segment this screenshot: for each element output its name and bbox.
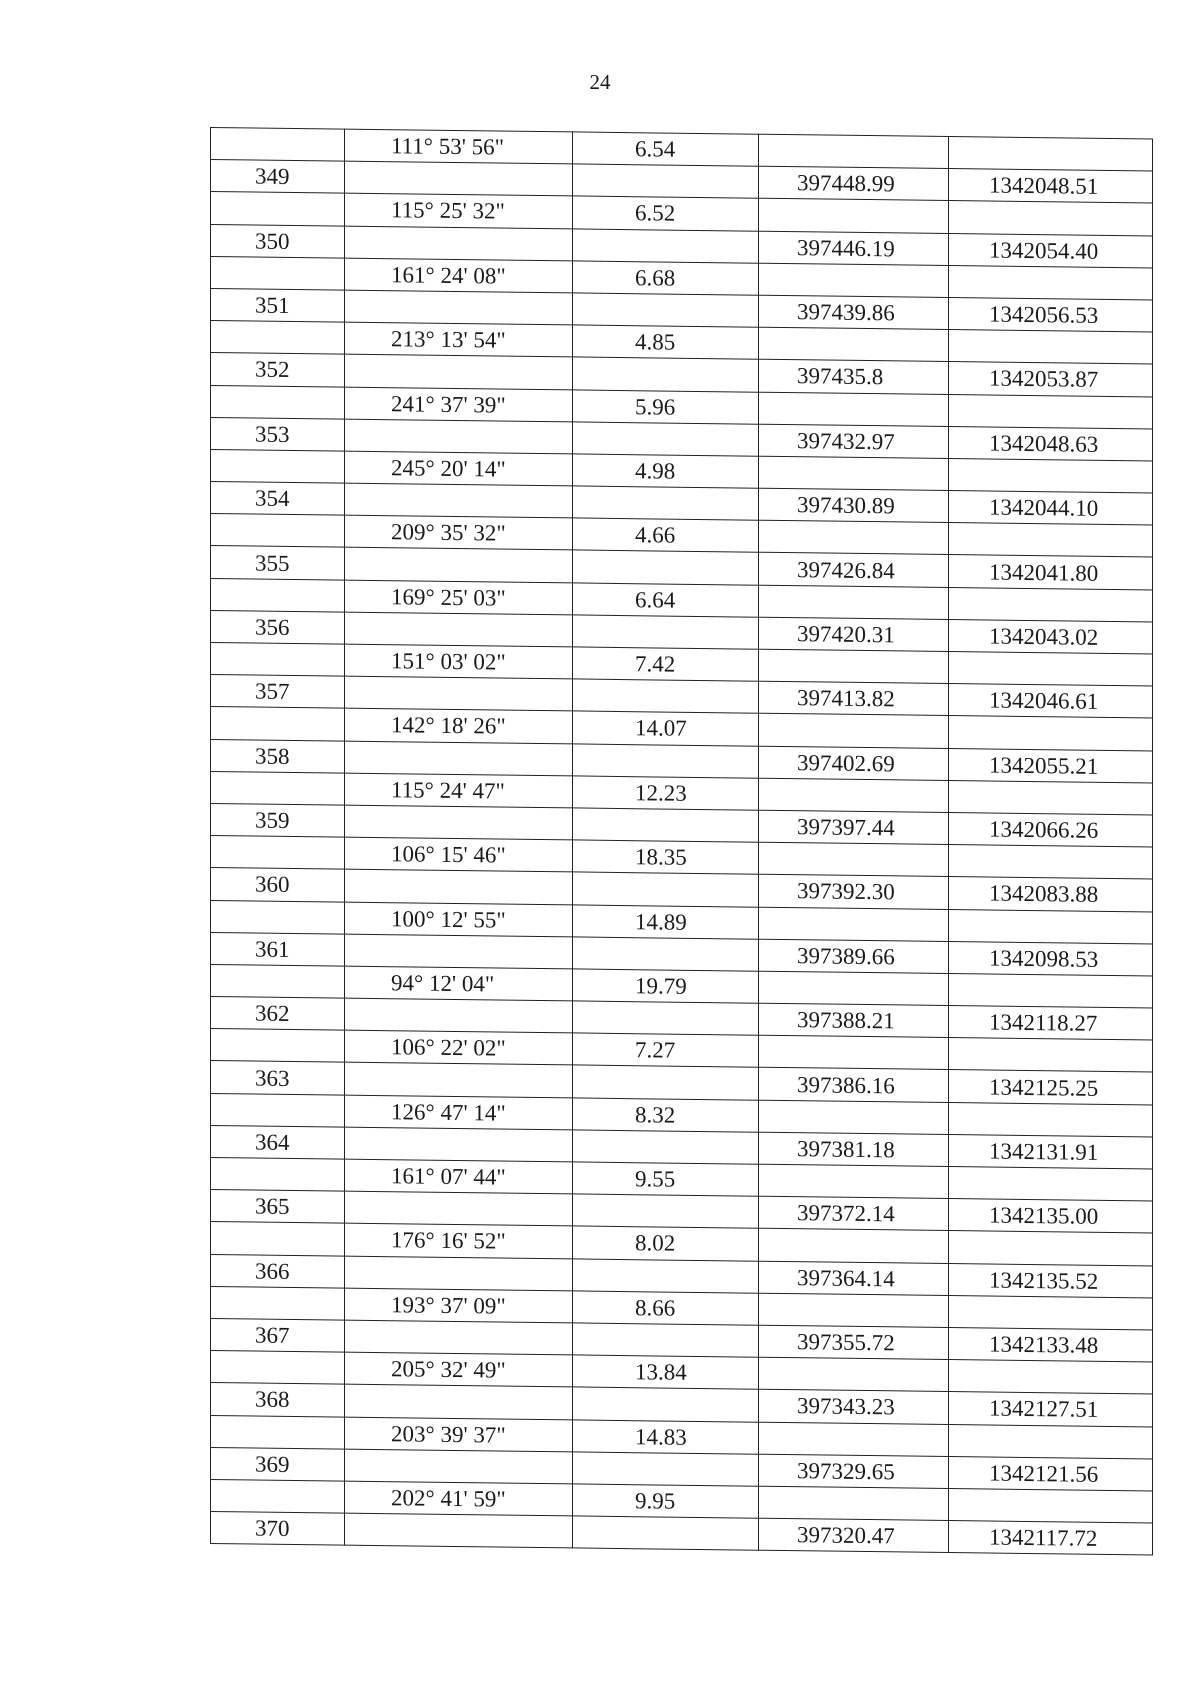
northing-cell (949, 330, 1153, 365)
station-cell (211, 900, 345, 934)
northing-cell (949, 587, 1153, 622)
station-cell (211, 964, 345, 998)
distance-cell (573, 872, 759, 906)
distance-cell (573, 1387, 759, 1421)
easting-cell: 397329.65 (759, 1454, 949, 1489)
bearing-cell: 213° 13' 54" (345, 322, 573, 357)
station-cell: 368 (211, 1383, 345, 1417)
northing-cell: 1342083.88 (949, 877, 1153, 912)
easting-cell (759, 842, 949, 877)
northing-cell: 1342054.40 (949, 233, 1153, 268)
easting-cell: 397426.84 (759, 553, 949, 588)
easting-cell (759, 971, 949, 1006)
easting-cell (759, 327, 949, 362)
station-cell (211, 1222, 345, 1256)
station-cell (211, 707, 345, 741)
bearing-cell (345, 1191, 573, 1226)
northing-cell (949, 652, 1153, 687)
bearing-cell (345, 1513, 573, 1548)
distance-cell (573, 1323, 759, 1357)
bearing-cell (345, 161, 573, 196)
easting-cell (759, 199, 949, 234)
bearing-cell: 142° 18' 26" (345, 709, 573, 744)
easting-cell: 397397.44 (759, 810, 949, 845)
northing-cell: 1342043.02 (949, 619, 1153, 654)
northing-cell (949, 1424, 1153, 1459)
distance-cell (573, 1065, 759, 1099)
distance-cell: 8.32 (573, 1098, 759, 1132)
bearing-cell (345, 419, 573, 454)
station-cell: 351 (211, 288, 345, 322)
northing-cell: 1342048.63 (949, 426, 1153, 461)
bearing-cell: 193° 37' 09" (345, 1288, 573, 1323)
distance-cell (573, 1258, 759, 1292)
bearing-cell (345, 612, 573, 647)
bearing-cell: 115° 25' 32" (345, 194, 573, 229)
station-cell (211, 643, 345, 677)
station-cell: 352 (211, 353, 345, 387)
northing-cell: 1342056.53 (949, 297, 1153, 332)
easting-cell: 397430.89 (759, 488, 949, 523)
distance-cell: 6.52 (573, 196, 759, 230)
bearing-cell (345, 548, 573, 583)
station-cell: 355 (211, 546, 345, 580)
easting-cell (759, 392, 949, 427)
station-cell (211, 1351, 345, 1385)
easting-cell: 397420.31 (759, 617, 949, 652)
distance-cell: 13.84 (573, 1355, 759, 1389)
easting-cell (759, 585, 949, 620)
bearing-cell: 106° 15' 46" (345, 837, 573, 872)
bearing-cell (345, 1320, 573, 1355)
bearing-cell (345, 1256, 573, 1291)
northing-cell (949, 780, 1153, 815)
northing-cell: 1342131.91 (949, 1134, 1153, 1169)
distance-cell: 7.27 (573, 1033, 759, 1067)
northing-cell: 1342041.80 (949, 555, 1153, 590)
easting-cell (759, 714, 949, 749)
bearing-cell: 94° 12' 04" (345, 966, 573, 1001)
northing-cell (949, 909, 1153, 944)
northing-cell: 1342117.72 (949, 1521, 1153, 1556)
northing-cell: 1342048.51 (949, 169, 1153, 204)
easting-cell: 397381.18 (759, 1132, 949, 1167)
station-cell: 364 (211, 1125, 345, 1159)
bearing-cell: 161° 24' 08" (345, 258, 573, 293)
distance-cell (573, 615, 759, 649)
station-cell: 366 (211, 1254, 345, 1288)
northing-cell (949, 1231, 1153, 1266)
easting-cell: 397343.23 (759, 1390, 949, 1425)
northing-cell (949, 1488, 1153, 1523)
distance-cell: 14.89 (573, 904, 759, 938)
northing-cell (949, 1295, 1153, 1330)
northing-cell (949, 1102, 1153, 1137)
northing-cell: 1342121.56 (949, 1456, 1153, 1491)
bearing-cell (345, 676, 573, 711)
bearing-cell (345, 934, 573, 969)
northing-cell (949, 458, 1153, 493)
station-cell: 367 (211, 1318, 345, 1352)
bearing-cell (345, 1384, 573, 1419)
bearing-cell (345, 1449, 573, 1484)
northing-cell: 1342118.27 (949, 1006, 1153, 1041)
northing-cell: 1342127.51 (949, 1392, 1153, 1427)
northing-cell (949, 1360, 1153, 1395)
distance-cell (573, 937, 759, 971)
distance-cell: 6.68 (573, 261, 759, 295)
easting-cell (759, 1422, 949, 1457)
distance-cell: 8.02 (573, 1226, 759, 1260)
easting-cell (759, 1486, 949, 1521)
northing-cell: 1342125.25 (949, 1070, 1153, 1105)
station-cell: 361 (211, 932, 345, 966)
station-cell (211, 1415, 345, 1449)
northing-cell (949, 265, 1153, 300)
easting-cell: 397432.97 (759, 424, 949, 459)
table-body (211, 128, 1153, 1556)
station-cell: 349 (211, 160, 345, 194)
distance-cell (573, 1001, 759, 1035)
easting-cell: 397392.30 (759, 875, 949, 910)
northing-cell: 1342046.61 (949, 684, 1153, 719)
easting-cell (759, 520, 949, 555)
station-cell: 357 (211, 675, 345, 709)
easting-cell (759, 1293, 949, 1328)
distance-cell: 5.96 (573, 389, 759, 423)
northing-cell (949, 523, 1153, 558)
distance-cell: 19.79 (573, 969, 759, 1003)
easting-cell (759, 1229, 949, 1264)
bearing-cell: 111° 53' 56" (345, 129, 573, 164)
distance-cell: 6.64 (573, 583, 759, 617)
bearing-cell: 241° 37' 39" (345, 387, 573, 422)
bearing-cell (345, 998, 573, 1033)
station-cell (211, 449, 345, 483)
bearing-cell: 203° 39' 37" (345, 1417, 573, 1452)
easting-cell: 397389.66 (759, 939, 949, 974)
distance-cell (573, 808, 759, 842)
bearing-cell: 106° 22' 02" (345, 1030, 573, 1065)
distance-cell: 6.54 (573, 132, 759, 166)
distance-cell (573, 293, 759, 327)
easting-cell (759, 456, 949, 491)
distance-cell (573, 1452, 759, 1486)
distance-cell: 4.98 (573, 454, 759, 488)
page-number: 24 (589, 70, 611, 94)
station-cell: 353 (211, 417, 345, 451)
distance-cell: 9.95 (573, 1484, 759, 1518)
distance-cell: 18.35 (573, 840, 759, 874)
distance-cell: 14.07 (573, 711, 759, 745)
easting-cell: 397435.8 (759, 360, 949, 395)
distance-cell: 9.55 (573, 1162, 759, 1196)
easting-cell: 397355.72 (759, 1325, 949, 1360)
easting-cell (759, 134, 949, 169)
easting-cell: 397388.21 (759, 1003, 949, 1038)
station-cell: 363 (211, 1061, 345, 1095)
bearing-cell: 126° 47' 14" (345, 1095, 573, 1130)
bearing-cell (345, 354, 573, 389)
northing-cell (949, 1038, 1153, 1073)
station-cell (211, 836, 345, 870)
distance-cell (573, 1516, 759, 1550)
easting-cell (759, 1164, 949, 1199)
station-cell: 354 (211, 482, 345, 516)
northing-cell: 1342135.52 (949, 1263, 1153, 1298)
station-cell (211, 256, 345, 290)
station-cell: 370 (211, 1512, 345, 1546)
station-cell: 358 (211, 739, 345, 773)
northing-cell (949, 716, 1153, 751)
easting-cell (759, 263, 949, 298)
station-cell (211, 578, 345, 612)
northing-cell: 1342066.26 (949, 812, 1153, 847)
easting-cell: 397364.14 (759, 1261, 949, 1296)
distance-cell (573, 679, 759, 713)
easting-cell: 397320.47 (759, 1518, 949, 1553)
survey-coordinates-table (210, 127, 1153, 1556)
station-cell (211, 321, 345, 355)
northing-cell (949, 201, 1153, 236)
bearing-cell: 245° 20' 14" (345, 451, 573, 486)
station-cell: 365 (211, 1190, 345, 1224)
distance-cell: 14.83 (573, 1419, 759, 1453)
bearing-cell (345, 290, 573, 325)
bearing-cell: 202° 41' 59" (345, 1481, 573, 1516)
distance-cell: 4.85 (573, 325, 759, 359)
bearing-cell: 176° 16' 52" (345, 1224, 573, 1259)
station-cell (211, 1029, 345, 1063)
station-cell: 362 (211, 997, 345, 1031)
northing-cell: 1342098.53 (949, 941, 1153, 976)
bearing-cell: 151° 03' 02" (345, 644, 573, 679)
distance-cell (573, 357, 759, 391)
easting-cell (759, 1100, 949, 1135)
distance-cell: 8.66 (573, 1291, 759, 1325)
northing-cell (949, 973, 1153, 1008)
station-cell (211, 385, 345, 419)
distance-cell: 12.23 (573, 776, 759, 810)
easting-cell (759, 1357, 949, 1392)
station-cell: 350 (211, 224, 345, 258)
northing-cell (949, 394, 1153, 429)
bearing-cell (345, 1063, 573, 1098)
easting-cell: 397402.69 (759, 746, 949, 781)
station-cell: 360 (211, 868, 345, 902)
bearing-cell: 169° 25' 03" (345, 580, 573, 615)
bearing-cell (345, 869, 573, 904)
easting-cell: 397386.16 (759, 1068, 949, 1103)
easting-cell: 397439.86 (759, 295, 949, 330)
easting-cell: 397446.19 (759, 231, 949, 266)
bearing-cell (345, 483, 573, 518)
northing-cell: 1342135.00 (949, 1199, 1153, 1234)
easting-cell: 397448.99 (759, 166, 949, 201)
distance-cell (573, 422, 759, 456)
bearing-cell (345, 805, 573, 840)
bearing-cell: 115° 24' 47" (345, 773, 573, 808)
bearing-cell (345, 741, 573, 776)
station-cell (211, 1479, 345, 1513)
easting-cell (759, 649, 949, 684)
northing-cell: 1342044.10 (949, 491, 1153, 526)
easting-cell: 397372.14 (759, 1196, 949, 1231)
distance-cell (573, 486, 759, 520)
station-cell (211, 771, 345, 805)
bearing-cell: 100° 12' 55" (345, 902, 573, 937)
bearing-cell: 161° 07' 44" (345, 1159, 573, 1194)
distance-cell (573, 1130, 759, 1164)
distance-cell: 7.42 (573, 647, 759, 681)
bearing-cell (345, 1127, 573, 1162)
station-cell (211, 1286, 345, 1320)
bearing-cell: 205° 32' 49" (345, 1352, 573, 1387)
station-cell (211, 1158, 345, 1192)
bearing-cell (345, 226, 573, 261)
northing-cell: 1342133.48 (949, 1327, 1153, 1362)
easting-cell (759, 907, 949, 942)
northing-cell (949, 137, 1153, 172)
distance-cell (573, 743, 759, 777)
bearing-cell: 209° 35' 32" (345, 515, 573, 550)
northing-cell: 1342055.21 (949, 748, 1153, 783)
station-cell (211, 192, 345, 226)
distance-cell (573, 164, 759, 198)
distance-cell: 4.66 (573, 518, 759, 552)
station-cell (211, 1093, 345, 1127)
easting-cell (759, 1035, 949, 1070)
station-cell (211, 514, 345, 548)
station-cell: 356 (211, 610, 345, 644)
station-cell: 359 (211, 803, 345, 837)
northing-cell (949, 1167, 1153, 1202)
station-cell (211, 128, 345, 162)
distance-cell (573, 1194, 759, 1228)
distance-cell (573, 228, 759, 262)
easting-cell: 397413.82 (759, 681, 949, 716)
easting-cell (759, 778, 949, 813)
station-cell: 369 (211, 1447, 345, 1481)
northing-cell: 1342053.87 (949, 362, 1153, 397)
northing-cell (949, 845, 1153, 880)
distance-cell (573, 550, 759, 584)
